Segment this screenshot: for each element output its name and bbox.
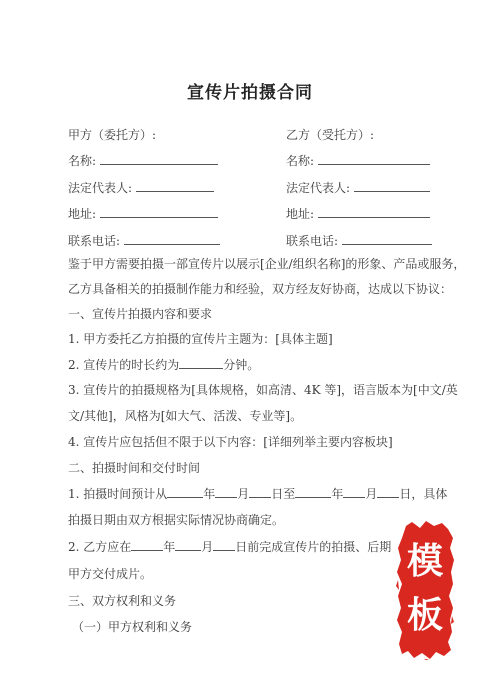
party-b-phone-blank (342, 233, 432, 245)
party-a-rep-field: 法定代表人: (68, 180, 214, 196)
delivery-day-blank (213, 539, 235, 551)
party-a-phone-blank (124, 233, 220, 245)
party-b-rep-blank (354, 180, 430, 192)
section-3-heading: 三、双方权利和义务 (68, 594, 177, 608)
template-stamp (396, 520, 454, 660)
item-1-4: 4. 宣传片应包括但不限于以下内容：[详细列举主要内容板块] (68, 435, 393, 449)
section-2-heading: 二、拍摄时间和交付时间 (68, 461, 201, 475)
stamp-char-ban: 板 (406, 595, 443, 636)
stamp-char-mo: 模 (406, 541, 443, 582)
party-b-name-blank (318, 153, 430, 165)
party-a-heading: 甲方（委托方）: (68, 128, 157, 142)
party-a-name-field: 名称: (68, 153, 218, 169)
party-a-address-field: 地址: (68, 206, 218, 222)
party-a-name-blank (100, 153, 218, 165)
party-b-address-field: 地址: (286, 206, 430, 222)
party-b-name-field: 名称: (286, 153, 430, 169)
item-2-1-line-2: 拍摄日期由双方根据实际情况协商确定。 (68, 513, 285, 527)
preamble-line-1: 鉴于甲方需要拍摄一部宣传片以展示[企业/组织名称]的形象、产品或服务， (68, 257, 466, 271)
party-a-address-blank (100, 206, 218, 218)
item-1-3-line-2: 文/其他]，风格为[如大气、活泼、专业等]。 (68, 409, 303, 423)
item-2-2-line-1: 2. 乙方应在 年 月 日前完成宣传片的拍摄、后期 (68, 540, 392, 554)
shoot-start-year-blank (167, 486, 203, 498)
party-a-rep-blank (136, 180, 214, 192)
item-1-2: 2. 宣传片的时长约为 分钟。 (68, 358, 260, 372)
item-2-1-line-1: 1. 拍摄时间预计从 年 月 日至 年 月 日，具体 (68, 487, 448, 501)
item-1-1: 1. 甲方委托乙方拍摄的宣传片主题为：[具体主题] (68, 332, 333, 346)
party-b-address-blank (318, 206, 430, 218)
item-1-3-line-1: 3. 宣传片的拍摄规格为[具体规格，如高清、4K 等]，语言版本为[中文/英 (68, 383, 458, 397)
shoot-start-month-blank (215, 486, 237, 498)
item-2-2-line-2: 甲方交付成片。 (68, 567, 153, 581)
party-a-phone-field: 联系电话: (68, 233, 220, 249)
shoot-end-month-blank (343, 486, 365, 498)
duration-blank (179, 357, 223, 369)
party-b-rep-field: 法定代表人: (286, 180, 430, 196)
party-b-phone-field: 联系电话: (286, 233, 432, 249)
subsection-3-1-heading: （一）甲方权利和义务 (72, 620, 193, 634)
preamble-line-2: 乙方具备相关的拍摄制作能力和经验，双方经友好协商，达成以下协议： (68, 282, 453, 296)
document-title: 宣传片拍摄合同 (187, 83, 313, 103)
delivery-month-blank (175, 539, 201, 551)
shoot-end-day-blank (377, 486, 399, 498)
party-b-heading: 乙方（受托方）: (286, 128, 375, 142)
shoot-start-day-blank (249, 486, 271, 498)
delivery-year-blank (131, 539, 163, 551)
shoot-end-year-blank (295, 486, 331, 498)
section-1-heading: 一、宣传片拍摄内容和要求 (68, 307, 213, 321)
